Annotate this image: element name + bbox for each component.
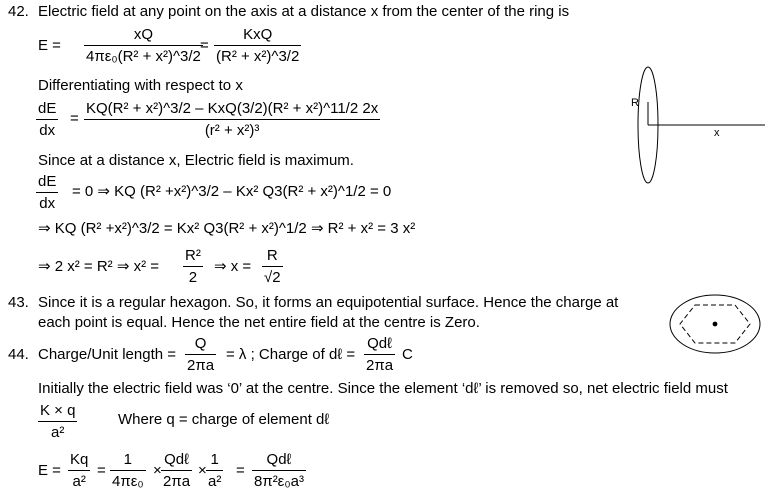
- q44-dl-fraction: [364, 335, 395, 375]
- q44-lambda-num: Q: [194, 335, 207, 352]
- q42-dx-2: dx: [39, 195, 56, 212]
- q42-implication-line: ⇒ KQ (R² +x²)^3/2 = Kx² Q3(R² + x²)^1/2 ⇒ R² + x² = 3 x²: [38, 220, 416, 237]
- q42-frac2-numerator: KxQ: [243, 26, 273, 43]
- q42-dx: dx: [39, 122, 56, 139]
- q44-times-1: ×: [153, 462, 162, 479]
- q42-e-label: E =: [38, 37, 61, 54]
- q42-frac1-numerator: xQ: [133, 26, 154, 43]
- q42-final-a: ⇒ 2 x² = R² ⇒ x² =: [38, 258, 159, 275]
- ring-r-label: R: [631, 97, 639, 109]
- q42-diff-numerator: KQ(R² + x²)^3/2 – KxQ(3/2)(R² + x²)^11/2 2x: [86, 100, 379, 117]
- q44-frac-charge: [161, 451, 192, 491]
- q42-number: 42.: [8, 3, 29, 20]
- q44-frac-inverse-a: [206, 451, 223, 491]
- q44-kq-fraction: [38, 402, 77, 442]
- q44-dl-unit: C: [402, 346, 413, 363]
- q44-f2-den: 4πε₀: [112, 473, 144, 490]
- q42-derivative-symbol: [36, 100, 58, 140]
- q43-line1: Since it is a regular hexagon. So, it forms an equipotential surface. Hence the charge at: [38, 294, 619, 311]
- q42-fraction-1: [84, 26, 203, 66]
- q42-final-fraction-2: [262, 247, 283, 287]
- q44-lambda-den: 2πa: [187, 357, 215, 374]
- hexagon-centre-dot: [713, 322, 718, 327]
- q44-f1-num: Kq: [70, 451, 89, 468]
- q44-f2-num: 1: [123, 451, 132, 468]
- q42-statement: Electric field at any point on the axis at a distance x from the center of the ring is: [38, 3, 570, 20]
- q43-number: 43.: [8, 294, 29, 311]
- q42-dE: dE: [38, 100, 57, 117]
- q44-where-text: Where q = charge of element dℓ: [118, 411, 330, 428]
- q43-line2: each point is equal. Hence the net entire field at the centre is Zero.: [38, 314, 480, 331]
- q44-lambda-mid: = λ ; Charge of dℓ =: [226, 346, 356, 363]
- q44-equals-1: =: [97, 462, 106, 479]
- ring-x-label: x: [714, 127, 720, 139]
- q44-f5-den: 8π²ε₀a³: [254, 473, 304, 490]
- q44-f5-num: Qdℓ: [266, 451, 292, 468]
- q44-dl-num: Qdℓ: [367, 335, 392, 352]
- q44-initial-text: Initially the electric field was ‘0’ at the centre. Since the element ‘dℓ’ is removed so, net electric field must: [38, 380, 728, 397]
- q44-f4-num: 1: [210, 451, 219, 468]
- q42-diff-text: Differentiating with respect to x: [38, 77, 243, 94]
- q42-final-frac2-num: R: [266, 247, 278, 264]
- q42-final-frac1-den: 2: [188, 269, 198, 286]
- q42-frac2-denominator: (R² + x²)^3/2: [216, 48, 300, 65]
- q42-zero-line: = 0 ⇒ KQ (R² +x²)^3/2 – Kx² Q3(R² + x²)^1/2 = 0: [72, 183, 392, 200]
- q42-final-fraction-1: [183, 247, 203, 287]
- q44-kq-den: a²: [51, 424, 65, 441]
- q42-dE-2: dE: [38, 173, 57, 190]
- q42-final-b: ⇒ x =: [214, 258, 252, 275]
- q44-times-2: ×: [198, 462, 207, 479]
- q42-equals-2: =: [70, 110, 79, 127]
- q44-dl-den: 2πa: [366, 357, 394, 374]
- q44-f3-den: 2πa: [163, 473, 191, 490]
- q44-f3-num: Qdℓ: [164, 451, 189, 468]
- q44-f1-den: a²: [72, 473, 86, 490]
- q42-derivative-fraction: [84, 100, 380, 140]
- hexagon-diagram: [668, 291, 768, 357]
- q42-diff-denominator: (r² + x²)³: [204, 122, 260, 139]
- q44-equals-2: =: [236, 462, 245, 479]
- q44-kq-num: K × q: [40, 402, 76, 419]
- q44-e-label: E =: [38, 462, 61, 479]
- q42-equals: =: [200, 37, 209, 54]
- ring-diagram: [600, 60, 770, 190]
- q44-frac-coulomb: [110, 451, 146, 491]
- q44-number: 44.: [8, 346, 29, 363]
- q42-final-frac2-den: √2: [264, 269, 281, 286]
- q44-lambda-fraction: [185, 335, 216, 375]
- q42-fraction-2: [214, 26, 301, 66]
- q42-frac1-denominator: 4πε₀(R² + x²)^3/2: [86, 48, 201, 65]
- q44-frac-result: [252, 451, 306, 491]
- q42-derivative-symbol-2: [36, 173, 58, 213]
- q44-frac-kq: [68, 451, 90, 491]
- q44-charge-label: Charge/Unit length =: [38, 346, 177, 363]
- q42-max-text: Since at a distance x, Electric field is maximum.: [38, 152, 354, 169]
- q42-final-frac1-num: R²: [185, 247, 201, 264]
- q44-f4-den: a²: [208, 473, 222, 490]
